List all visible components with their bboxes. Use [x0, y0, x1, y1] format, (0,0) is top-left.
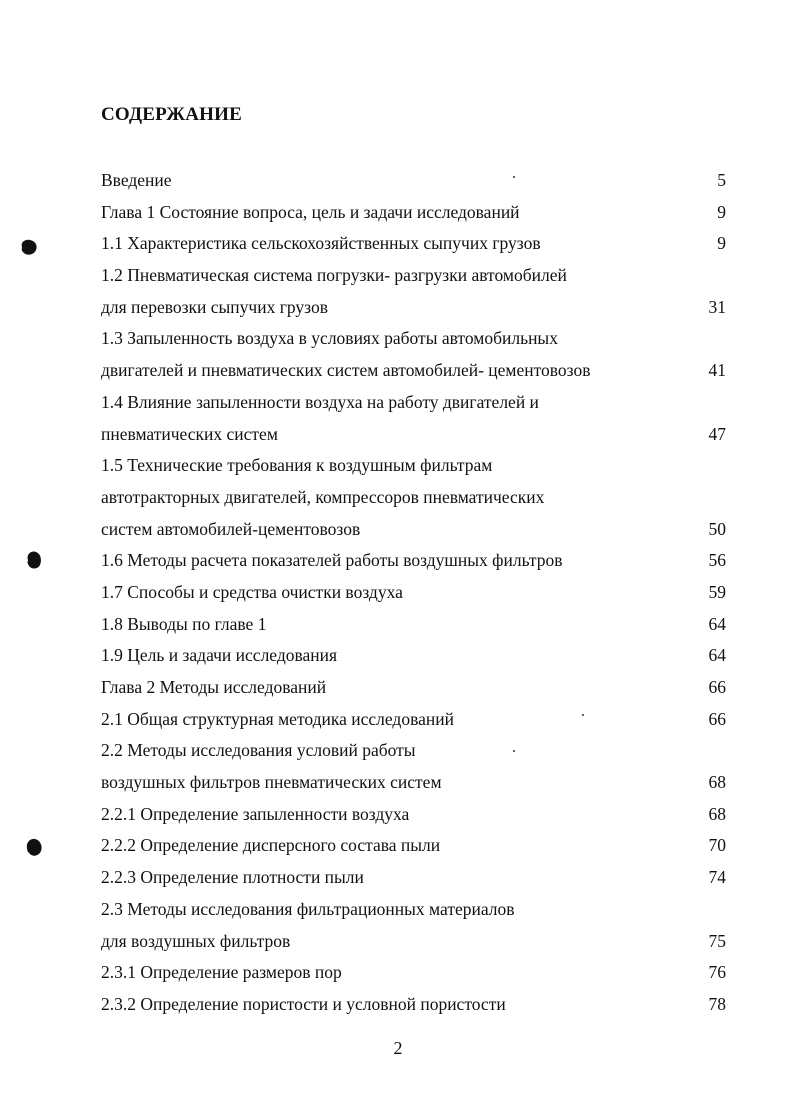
toc-entry: [101, 577, 741, 609]
toc-entry-text: 1.1 Характеристика сельскохозяйственных сыпучих грузов: [101, 233, 541, 254]
toc-entry: [101, 894, 741, 926]
toc-entry-text: воздушных фильтров пневматических систем: [101, 772, 442, 793]
toc-entry: [101, 165, 741, 197]
toc-entry-text: двигателей и пневматических систем автомобилей- цементовозов: [101, 360, 591, 381]
toc-entry-text: Глава 2 Методы исследований: [101, 677, 327, 697]
scan-speck: [513, 176, 515, 178]
toc-entry-page: 64: [708, 645, 726, 666]
toc-entry-page: 5: [717, 170, 726, 190]
toc-entry-text: 2.1 Общая структурная методика исследований: [101, 708, 454, 729]
toc-entry-page: 75: [708, 930, 726, 951]
toc-entry: [101, 482, 741, 514]
toc-entry-page: 59: [708, 581, 726, 602]
toc-entry-text: 2.2.2 Определение дисперсного состава пыли: [101, 835, 441, 856]
scan-blot-icon: [18, 236, 40, 258]
toc-entry-page: 70: [708, 835, 726, 856]
scan-blot-icon: [23, 835, 45, 859]
toc-entry-page: 50: [708, 518, 726, 539]
toc-entry: [101, 292, 741, 324]
toc-entry-page: 66: [708, 677, 726, 697]
toc-entry-text: 1.2 Пневматическая система погрузки- разгрузки автомобилей: [101, 265, 567, 286]
table-of-contents: [101, 165, 741, 1021]
toc-entry-text: пневматических систем: [101, 423, 278, 444]
toc-entry: [101, 735, 741, 767]
toc-entry: [101, 228, 741, 260]
toc-entry-text: 2.3 Методы исследования фильтрационных материалов: [101, 898, 515, 919]
toc-entry-text: автотракторных двигателей, компрессоров пневматических: [101, 486, 545, 507]
toc-entry-page: 68: [708, 803, 726, 824]
toc-entry-page: 74: [708, 867, 726, 888]
toc-entry-text: Введение: [101, 170, 172, 190]
scan-blot-icon: [23, 548, 45, 572]
toc-entry-page: 56: [708, 550, 726, 571]
toc-entry: [101, 704, 741, 736]
toc-entry-page: 47: [708, 423, 726, 444]
toc-entry: [101, 609, 741, 641]
toc-entry: [101, 830, 741, 862]
toc-entry-page: 31: [708, 296, 726, 317]
toc-entry: [101, 989, 741, 1021]
toc-entry-text: 2.2.1 Определение запыленности воздуха: [101, 803, 410, 824]
toc-entry-text: 1.6 Методы расчета показателей работы воздушных фильтров: [101, 550, 563, 571]
toc-entry-page: 78: [708, 993, 726, 1014]
toc-entry: [101, 672, 741, 704]
toc-entry-text: 2.3.2 Определение пористости и условной пористости: [101, 993, 506, 1014]
toc-entry-text: Глава 1 Состояние вопроса, цель и задачи исследований: [101, 201, 520, 222]
toc-entry-page: 41: [708, 360, 726, 381]
scan-speck: [513, 750, 515, 752]
toc-entry-text: для воздушных фильтров: [101, 930, 291, 951]
toc-entry-text: 1.8 Выводы по главе 1: [101, 613, 267, 634]
toc-entry-text: 2.2 Методы исследования условий работы: [101, 740, 416, 761]
toc-entry-text: для перевозки сыпучих грузов: [101, 296, 328, 317]
toc-entry-text: 2.2.3 Определение плотности пыли: [101, 867, 364, 888]
toc-entry-text: 1.9 Цель и задачи исследования: [101, 645, 338, 666]
page-number: 2: [393, 1038, 403, 1058]
toc-entry-page: 9: [717, 233, 726, 254]
toc-entry: [101, 640, 741, 672]
toc-entry: [101, 323, 741, 355]
toc-entry-page: 68: [708, 772, 726, 793]
toc-entry-text: систем автомобилей-цементовозов: [101, 518, 361, 539]
toc-entry: [101, 197, 741, 229]
toc-entry: [101, 862, 741, 894]
scan-speck: [582, 714, 584, 716]
toc-entry: [101, 545, 741, 577]
toc-entry: [101, 355, 741, 387]
toc-entry-page: 76: [708, 962, 726, 983]
toc-entry: [101, 799, 741, 831]
toc-entry: [101, 926, 741, 958]
toc-entry: [101, 514, 741, 546]
toc-entry-text: 1.7 Способы и средства очистки воздуха: [101, 581, 403, 602]
toc-entry: [101, 450, 741, 482]
toc-entry: [101, 419, 741, 451]
toc-entry: [101, 767, 741, 799]
toc-entry-page: 66: [708, 708, 726, 729]
toc-heading: СОДЕРЖАНИЕ: [101, 104, 242, 125]
toc-entry-text: 1.5 Технические требования к воздушным фильтрам: [101, 455, 493, 476]
toc-entry: [101, 387, 741, 419]
toc-entry: [101, 957, 741, 989]
toc-entry-text: 2.3.1 Определение размеров пор: [101, 962, 342, 983]
toc-entry-page: 64: [708, 613, 726, 634]
toc-entry-text: 1.4 Влияние запыленности воздуха на работу двигателей и: [101, 391, 539, 412]
toc-entry: [101, 260, 741, 292]
toc-entry-page: 9: [717, 201, 726, 222]
toc-entry-text: 1.3 Запыленность воздуха в условиях работы автомобильных: [101, 328, 558, 349]
